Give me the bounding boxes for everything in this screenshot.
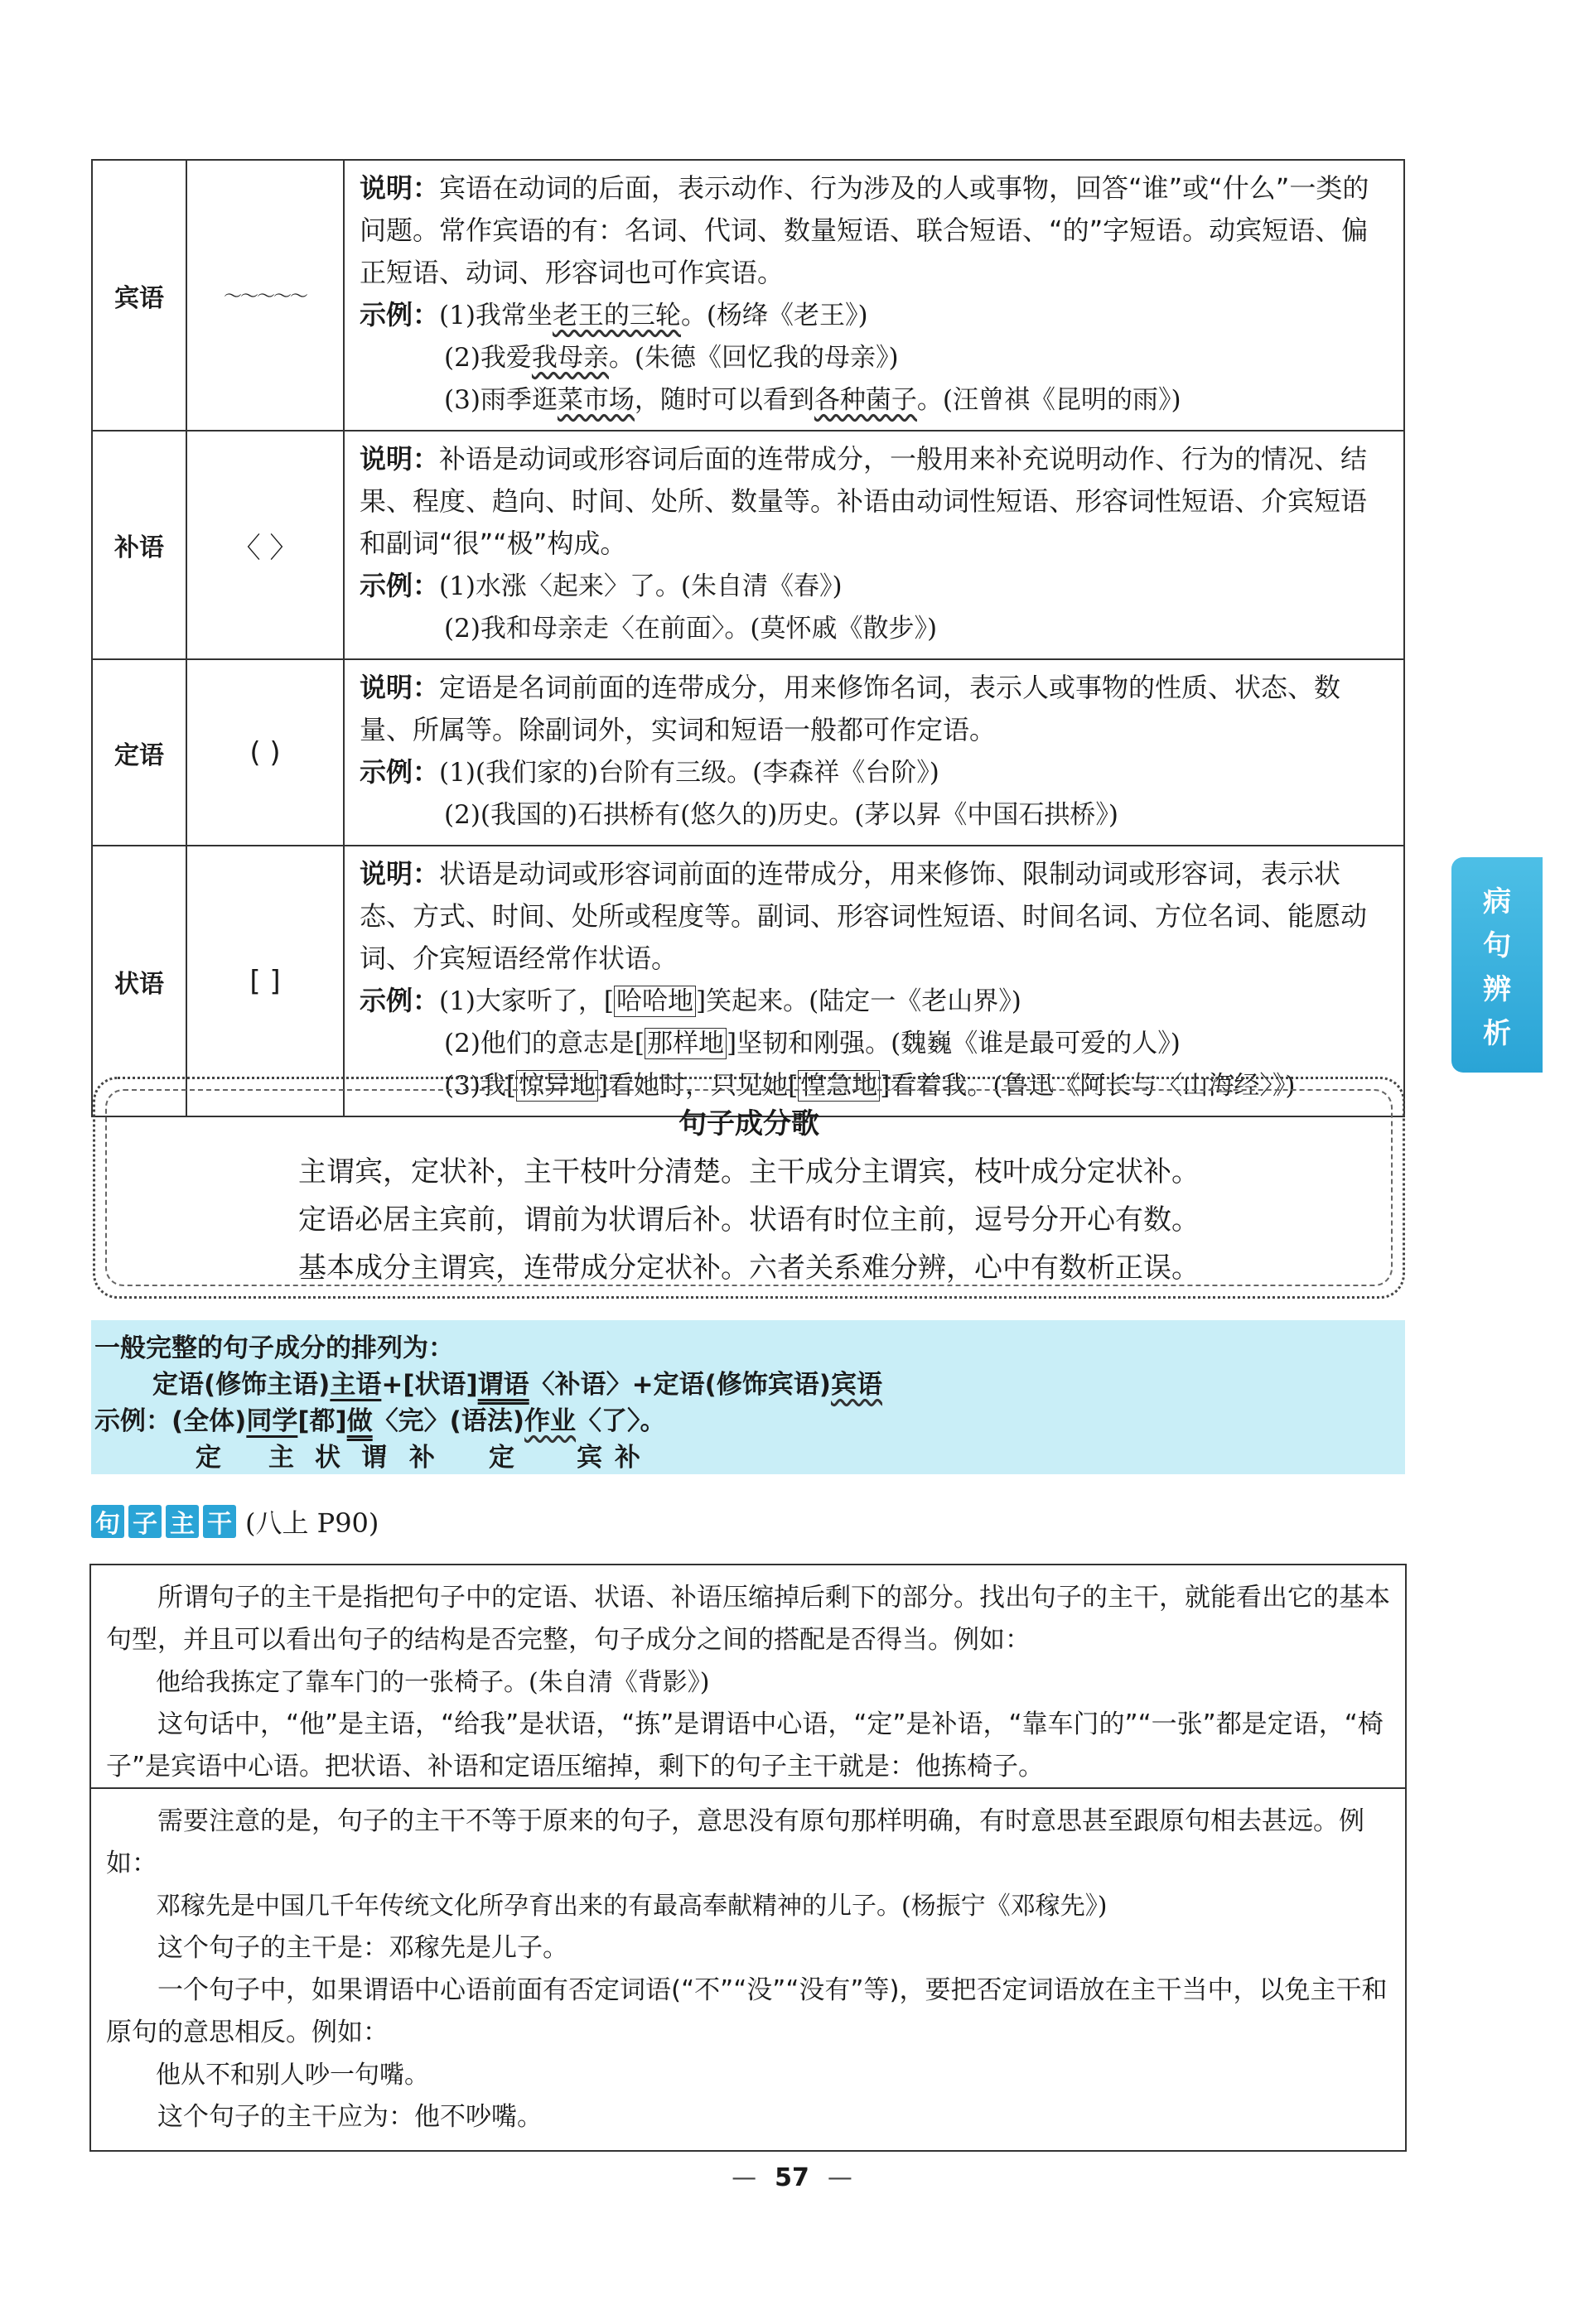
- grammar-table: [91, 159, 1405, 1117]
- section-chip: 子: [128, 1505, 162, 1538]
- section-chip: 干: [203, 1505, 236, 1538]
- example-label: 示例：: [360, 299, 440, 330]
- example-part: 〈了〉。: [576, 1406, 666, 1436]
- component-name: 宾语: [92, 160, 186, 431]
- example-object: 各种菌子: [814, 385, 917, 415]
- song-title: 句子成分歌: [679, 1107, 819, 1140]
- example-part: (全体): [171, 1406, 247, 1436]
- example-object: 我母亲: [531, 343, 609, 373]
- example-text: ]看着我。(鲁迅《阿长与〈山海经〉》): [880, 1071, 1296, 1101]
- role-label: 定: [489, 1443, 514, 1473]
- song-line: 基本成分主谓宾，连带成分定状补。六者关系难分辨，心中有数析正误。: [298, 1251, 1200, 1285]
- example-text: 。(汪曾祺《昆明的雨》): [916, 385, 1181, 415]
- example-part: [都]: [297, 1406, 347, 1436]
- section-reference: (八上 P90): [245, 1507, 379, 1539]
- paragraph: 这个句子的主干是：邓稼先是儿子。: [157, 1933, 568, 1963]
- example-text: (3)我[: [444, 1071, 517, 1101]
- example-text: (1)(我们家的)台阶有三级。(李森祥《台阶》): [439, 758, 939, 788]
- example-text: ]坚韧和刚强。(魏巍《谁是最可爱的人》): [727, 1029, 1181, 1058]
- chapter-side-tab[interactable]: [1451, 857, 1543, 1073]
- section-chip: 句: [91, 1505, 124, 1538]
- order-part: 〈补语〉+定语(修饰宾语): [529, 1370, 831, 1400]
- table-row: [92, 846, 1404, 1116]
- role-label: 宾: [577, 1443, 602, 1473]
- component-symbol: [ ]: [186, 846, 344, 1116]
- desc-label: 说明：: [360, 172, 440, 204]
- desc-label: 说明：: [360, 443, 440, 475]
- example-quote: 他从不和别人吵一句嘴。: [156, 2061, 429, 2090]
- example-subject: 同学: [246, 1406, 298, 1436]
- component-desc: [344, 431, 1404, 659]
- role-label: 主: [268, 1443, 294, 1473]
- example-label: 示例：: [94, 1406, 171, 1436]
- example-text: (1)水涨〈起来〉了。(朱自清《春》): [439, 571, 843, 601]
- example-text: (2)我和母亲走〈在前面〉。(莫怀戚《散步》): [444, 614, 938, 644]
- order-predicate: 谓语: [477, 1370, 529, 1400]
- page-number-value: 57: [775, 2163, 809, 2192]
- role-label: 补: [615, 1443, 640, 1473]
- example-text: (1)我常坐: [439, 301, 553, 330]
- table-row: [92, 431, 1404, 659]
- example-predicate: 做: [346, 1406, 373, 1436]
- paragraph: 这个句子的主干应为：他不吵嘴。: [157, 2102, 543, 2132]
- role-label: 补: [409, 1443, 435, 1473]
- example-label: 示例：: [360, 985, 440, 1016]
- example-adverbial: 惶急地: [798, 1070, 880, 1102]
- trunk-notes-box: [89, 1787, 1407, 2152]
- component-desc: [344, 160, 1404, 431]
- example-text: (2)(我国的)石拱桥有(悠久的)历史。(茅以昇《中国石拱桥》): [444, 800, 1118, 830]
- page-number: [0, 2163, 1584, 2192]
- example-text: (1)大家听了，[: [439, 986, 615, 1016]
- table-row: [92, 160, 1404, 431]
- side-tab-char: 辨: [1483, 973, 1511, 1006]
- component-name: 补语: [92, 431, 186, 659]
- example-object: 作业: [524, 1406, 577, 1436]
- example-object: 菜市场: [557, 385, 635, 415]
- example-text: ]笑起来。(陆定一《老山界》): [696, 986, 1021, 1016]
- example-adverbial: 惊异地: [516, 1070, 598, 1102]
- component-symbol: ～～～～～: [186, 160, 344, 431]
- order-object: 宾语: [830, 1370, 882, 1400]
- dash-decoration: —: [827, 2163, 852, 2192]
- example-quote: 他给我拣定了靠车门的一张椅子。(朱自清《背影》): [156, 1668, 710, 1697]
- component-symbol: 〈 〉: [186, 431, 344, 659]
- component-desc: [344, 659, 1404, 846]
- side-tab-char: 句: [1483, 929, 1511, 962]
- paragraph: 一个句子中，如果谓语中心语前面有否定词语(“不”“没”“没有”等)，要把否定词语放在主干当中，以免主干和原句的意思相反。例如：: [106, 1975, 1388, 2047]
- dash-decoration: —: [732, 2163, 757, 2192]
- desc-text: 补语是动词或形容词后面的连带成分，一般用来补充说明动作、行为的情况、结果、程度、趋向、时间、处所、数量等。补语由动词性短语、形容词性短语、介宾短语和副词“很”“极”构成。: [360, 443, 1368, 559]
- paragraph: 需要注意的是，句子的主干不等于原来的句子，意思没有原句那样明确，有时意思甚至跟原句相去甚远。例如：: [106, 1806, 1364, 1878]
- example-part: 〈完〉(语法): [372, 1406, 525, 1436]
- song-line: 主谓宾，定状补，主干枝叶分清楚。主干成分主谓宾，枝叶成分定状补。: [298, 1155, 1200, 1189]
- role-label: 谓: [361, 1443, 387, 1473]
- example-label: 示例：: [360, 570, 440, 601]
- desc-text: 宾语在动词的后面，表示动作、行为涉及的人或事物，回答“谁”或“什么”一类的问题。常作宾语的有：名词、代词、数量短语、联合短语、“的”字短语。动宾短语、偏正短语、动词、形容词也可作宾语。: [360, 172, 1369, 288]
- component-name: 定语: [92, 659, 186, 846]
- side-tab-char: 病: [1483, 885, 1511, 919]
- order-part: 定语(修饰主语): [152, 1370, 331, 1400]
- trunk-explanation-box: [89, 1564, 1407, 1789]
- role-label: 状: [315, 1443, 340, 1473]
- example-text: 。(杨绛《老王》): [680, 301, 868, 330]
- example-text: ]看她时，只见她[: [598, 1071, 799, 1101]
- order-line: [152, 1363, 882, 1401]
- component-desc: [344, 846, 1404, 1116]
- example-text: 。(朱德《回忆我的母亲》): [608, 343, 899, 373]
- example-text: (2)他们的意志是[: [444, 1029, 645, 1058]
- desc-label: 说明：: [360, 858, 440, 890]
- example-quote: 邓稼先是中国几千年传统文化所孕育出来的有最高奉献精神的儿子。(杨振宁《邓稼先》): [156, 1892, 1108, 1921]
- order-subject: 主语: [330, 1370, 382, 1400]
- example-adverbial: 哈哈地: [614, 986, 696, 1017]
- paragraph: 所谓句子的主干是指把句子中的定语、状语、补语压缩掉后剩下的部分。找出句子的主干，就能看出它的基本句型，并且可以看出句子的结构是否完整，句子成分之间的搭配是否得当。例如：: [106, 1583, 1390, 1655]
- desc-text: 状语是动词或形容词前面的连带成分，用来修饰、限制动词或形容词，表示状态、方式、时间、处所或程度等。副词、形容词性短语、时间名词、方位名词、能愿动词、介宾短语经常作状语。: [360, 858, 1368, 974]
- band-heading: 一般完整的句子成分的排列为：: [94, 1333, 454, 1363]
- paragraph: 这句话中，“他”是主语，“给我”是状语，“拣”是谓语中心语，“定”是补语，“靠车门的”“一张”都是定语，“椅子”是宾语中心语。把状语、补语和定语压缩掉，剩下的句子主干就是：他拣椅子。: [106, 1709, 1384, 1782]
- component-order-band: [91, 1320, 1405, 1474]
- role-label: 定: [196, 1443, 221, 1473]
- example-text: ，随时可以看到: [634, 385, 814, 415]
- section-heading: [91, 1503, 379, 1540]
- example-object: 老王的三轮: [552, 301, 681, 330]
- song-line: 定语必居主宾前，谓前为状谓后补。状语有时位主前，逗号分开心有数。: [298, 1203, 1200, 1237]
- desc-text: 定语是名词前面的连带成分，用来修饰名词，表示人或事物的性质、状态、数量、所属等。除副词外，实词和短语一般都可作定语。: [360, 672, 1341, 745]
- desc-label: 说明：: [360, 672, 440, 703]
- example-text: (2)我爱: [444, 343, 532, 373]
- example-text: (3)雨季逛: [444, 385, 558, 415]
- sentence-song-box: [93, 1077, 1405, 1299]
- component-name: 状语: [92, 846, 186, 1116]
- example-label: 示例：: [360, 756, 440, 788]
- example-adverbial: 那样地: [645, 1028, 727, 1059]
- order-part: +[状语]: [381, 1370, 478, 1400]
- table-row: [92, 659, 1404, 846]
- section-chip: 主: [166, 1505, 199, 1538]
- side-tab-char: 析: [1483, 1017, 1511, 1050]
- example-line: [94, 1400, 666, 1437]
- component-symbol: ( ): [186, 659, 344, 846]
